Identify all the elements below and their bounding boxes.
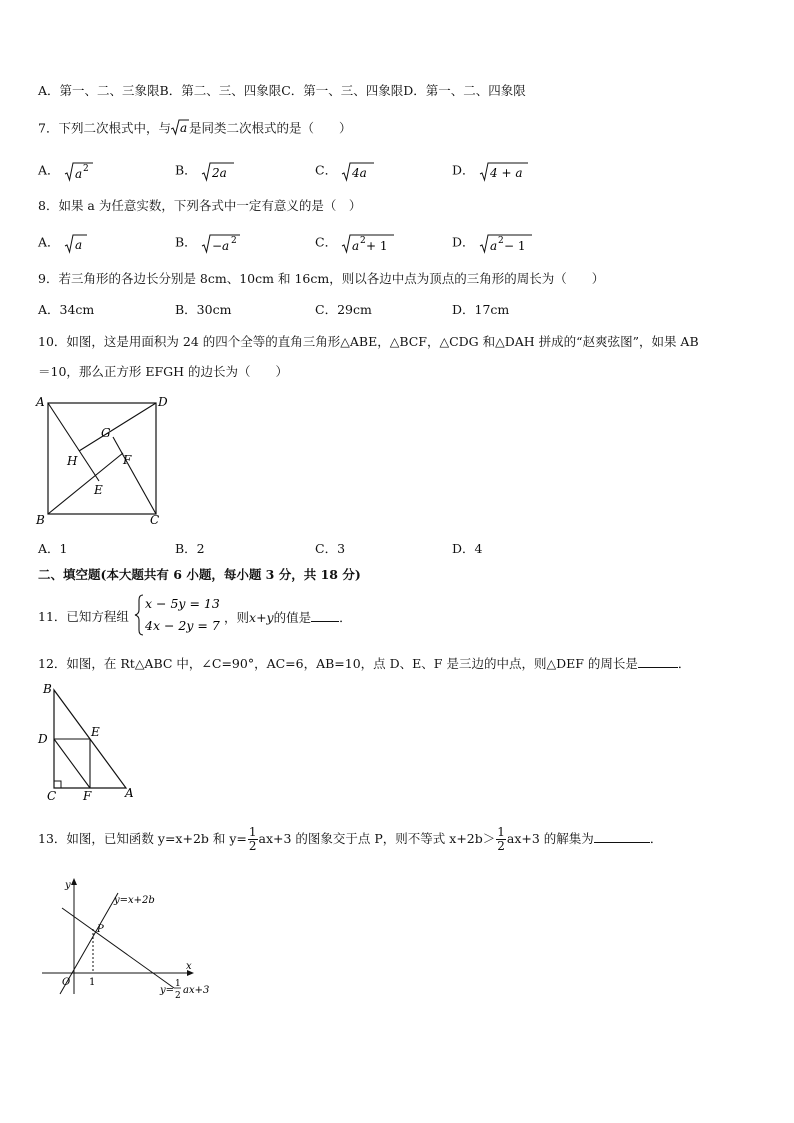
axis-label-x: x <box>186 961 192 972</box>
q8-option-b[interactable] <box>175 232 241 254</box>
q12-stem <box>38 655 690 672</box>
line1-label: y=x+2b <box>114 895 155 906</box>
q7-option-a-label: A． <box>38 162 60 178</box>
q7-option-c-label: C． <box>315 162 338 178</box>
q8-option-d-tail: − 1 <box>503 239 526 253</box>
label-e: E <box>94 483 103 497</box>
q10-option-d[interactable]: D．4 <box>452 541 483 556</box>
q11-suffix-b: 的值是 <box>273 610 312 625</box>
q7-option-d-radicand: 4 + a <box>489 166 522 180</box>
linear-functions-graph <box>34 872 234 1002</box>
line2-label-post: ax+3 <box>183 985 210 996</box>
y-axis-arrow <box>71 878 77 885</box>
q13-frac1-num: 1 <box>248 825 257 839</box>
q8-stem: 8．如果 a 为任意实数，下列各式中一定有意义的是（ ） <box>38 198 362 213</box>
q8-option-c[interactable] <box>315 232 395 254</box>
q8-option-c-radicand: a <box>352 239 360 253</box>
axis-label-y: y <box>65 880 71 891</box>
right-angle-mark <box>54 781 61 788</box>
q11-eq1: x − 5y = 13 <box>145 596 220 611</box>
line-ae <box>48 403 99 481</box>
line-cg <box>113 437 156 514</box>
label-b: B <box>43 682 52 696</box>
point-p-label: P <box>97 924 104 935</box>
label-c: C <box>150 513 160 527</box>
q8-option-b-radicand: −a <box>211 239 229 253</box>
label-f: F <box>83 789 92 803</box>
label-a: A <box>125 786 134 800</box>
q10-stem-line1: 10．如图，这是用面积为 24 的四个全等的直角三角形△ABE，△BCF，△CDG 和△DAH 拼成的“赵爽弦图”，如果 AB <box>38 334 699 349</box>
q8-option-a[interactable] <box>38 232 88 254</box>
q7-radicand: a <box>179 121 188 135</box>
label-h: H <box>67 454 78 468</box>
label-e: E <box>91 725 100 739</box>
q9-option-a[interactable]: A．34cm <box>38 302 95 317</box>
q8-option-d-radicand: a <box>489 239 497 253</box>
q13-frac2-num: 1 <box>497 825 505 839</box>
zhao-shuang-figure <box>34 392 174 528</box>
q13-p3: ax+3 的解集为 <box>506 831 594 846</box>
q7-option-c[interactable] <box>315 160 375 182</box>
q7-sqrt-a <box>171 118 189 140</box>
q7-option-c-radicand: 4a <box>352 166 367 180</box>
q11-answer-blank[interactable] <box>311 609 339 622</box>
q12-end: ． <box>677 656 691 671</box>
q13-frac1-den: 2 <box>248 839 257 853</box>
q7-stem <box>38 118 351 140</box>
q9-option-d[interactable]: D．17cm <box>452 302 510 317</box>
q8-option-b-exp: 2 <box>230 236 237 246</box>
label-c: C <box>47 789 57 803</box>
label-f: F <box>123 453 132 467</box>
line-bf <box>48 453 123 514</box>
q8-option-d-exp: 2 <box>497 236 504 246</box>
q9-stem: 9．若三角形的各边长分别是 8cm、10cm 和 16cm，则以各边中点为顶点的三角形的周长为（ ） <box>38 271 605 286</box>
tick-label-1: 1 <box>89 977 96 988</box>
q11-suffix-a: ，则 <box>224 610 250 625</box>
line-y-half-ax-plus-3 <box>62 908 174 988</box>
q11-tail <box>224 609 352 626</box>
q13-p1: 13．如图，已知函数 y=x+2b 和 y= <box>38 831 247 846</box>
q8-option-d[interactable] <box>452 232 533 254</box>
label-b: B <box>36 513 45 527</box>
q7-option-d-label: D． <box>452 162 475 178</box>
line2-label-num: 1 <box>175 979 181 989</box>
q8-option-c-tail: + 1 <box>366 239 388 253</box>
q7-prefix: 7．下列二次根式中，与 <box>38 120 171 136</box>
q13-fraction-1 <box>248 826 258 853</box>
line2-label-pre: y= <box>160 985 175 996</box>
q11-brace <box>135 595 143 635</box>
q7-option-a-exp: 2 <box>82 164 89 174</box>
q8-option-a-radicand: a <box>74 238 82 252</box>
origin-label: O <box>62 977 71 988</box>
q8-option-c-label: C． <box>315 234 338 250</box>
q8-option-a-label: A． <box>38 234 60 250</box>
q11-expr: x+y <box>249 610 274 625</box>
label-a: A <box>36 395 45 409</box>
label-d: D <box>158 395 168 409</box>
q13-stem <box>38 826 662 853</box>
q13-end: ． <box>649 831 663 846</box>
q13-frac2-den: 2 <box>497 839 505 853</box>
q7-option-a-radicand: a <box>74 167 82 181</box>
label-d: D <box>38 732 48 746</box>
q13-p2: ax+3 的图象交于点 P，则不等式 x+2b＞ <box>258 831 496 846</box>
line-dh <box>79 403 156 451</box>
right-triangle-figure <box>34 680 144 804</box>
q7-option-b-label: B． <box>175 162 197 178</box>
q6-options: A．第一、二、三象限B．第二、三、四象限C．第一、三、四象限D．第一、二、四象限 <box>38 83 526 98</box>
q12-stem-text: 12．如图，在 Rt△ABC 中，∠C=90°，AC=6，AB=10，点 D、E、F 是三边的中点，则△DEF 的周长是 <box>38 656 638 671</box>
label-g: G <box>101 426 111 440</box>
q8-option-b-label: B． <box>175 234 197 250</box>
q10-option-a[interactable]: A．1 <box>38 541 68 556</box>
q13-answer-blank[interactable] <box>594 830 650 843</box>
line2-label-den: 2 <box>175 991 181 1001</box>
q9-option-b[interactable]: B．30cm <box>175 302 232 317</box>
q7-option-b[interactable] <box>175 160 235 182</box>
q12-answer-blank[interactable] <box>638 655 678 668</box>
q9-option-c[interactable]: C．29cm <box>315 302 372 317</box>
q8-option-d-label: D． <box>452 234 475 250</box>
q11-end: ． <box>339 610 352 625</box>
q10-option-c[interactable]: C．3 <box>315 541 346 556</box>
q7-option-a[interactable] <box>38 160 94 182</box>
q7-suffix: 是同类二次根式的是（ ） <box>188 120 352 136</box>
q7-option-d[interactable] <box>452 160 529 182</box>
section-fill-in-blank-heading: 二、填空题(本大题共有 6 小题，每小题 3 分，共 18 分) <box>38 567 361 582</box>
q10-stem-line2: ＝10，那么正方形 EFGH 的边长为（ ） <box>38 364 289 379</box>
q11-eq2: 4x − 2y = 7 <box>145 618 220 633</box>
outer-square <box>48 403 156 514</box>
q7-option-b-radicand: 2a <box>211 166 227 180</box>
q8-option-c-exp: 2 <box>360 236 366 246</box>
q11-equation-system <box>134 593 224 637</box>
q11-prefix: 11．已知方程组 <box>38 609 129 624</box>
q10-option-b[interactable]: B．2 <box>175 541 205 556</box>
q13-fraction-2 <box>496 826 506 853</box>
